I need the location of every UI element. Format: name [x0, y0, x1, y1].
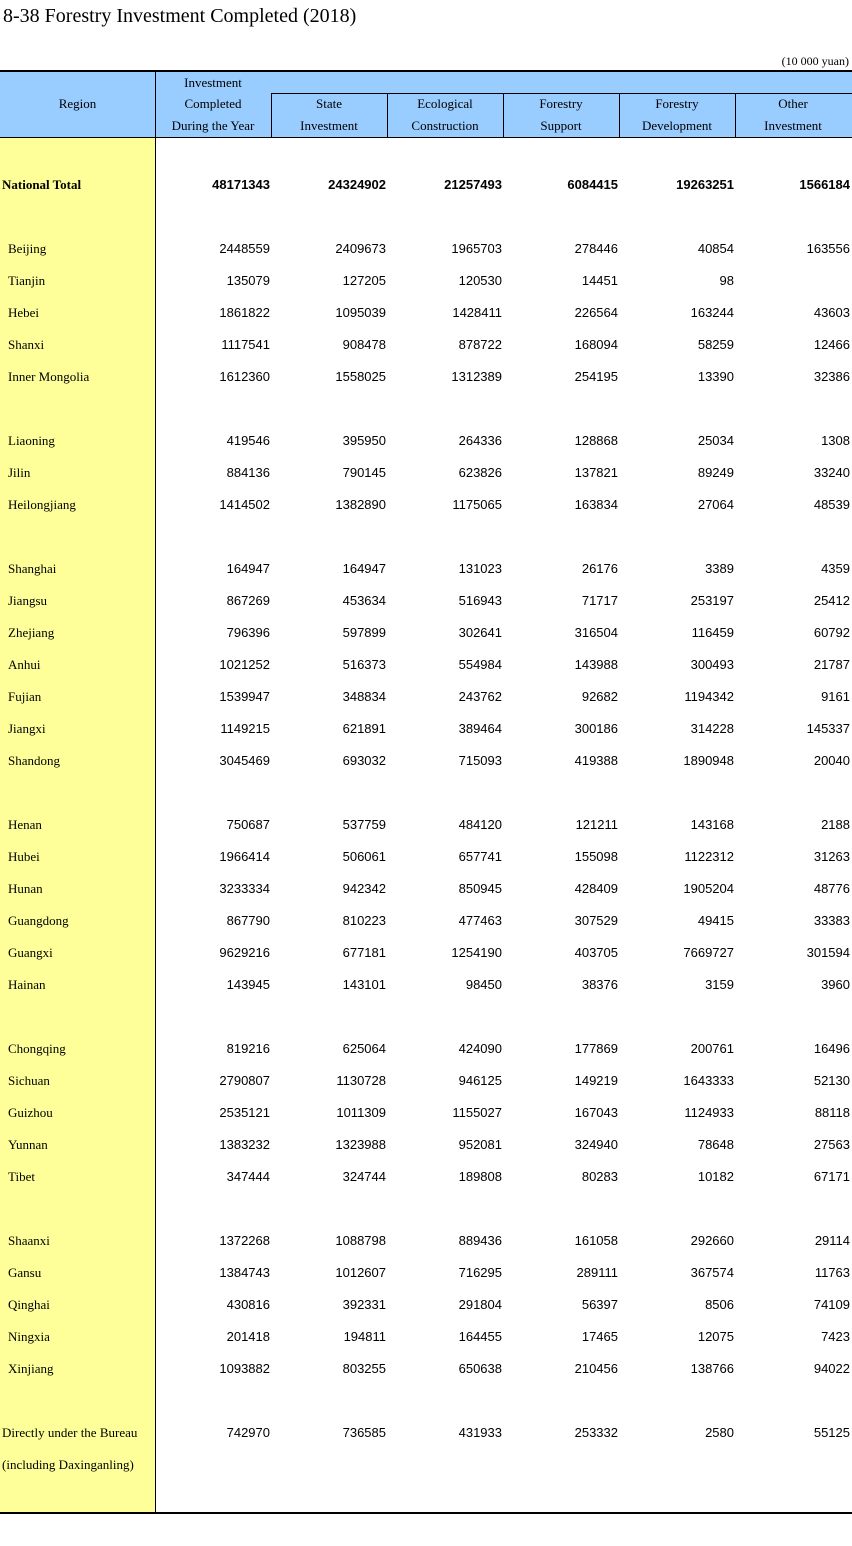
table-row — [0, 1102, 852, 1124]
cell-support: 149219 — [574, 1073, 618, 1088]
cell-support: 253332 — [574, 1425, 618, 1440]
region-name: Anhui — [8, 657, 41, 672]
cell-other: 12466 — [813, 337, 850, 352]
cell-eco: 716295 — [458, 1265, 502, 1280]
cell-total: 1021252 — [219, 657, 270, 672]
cell-other: 43603 — [813, 305, 850, 320]
region-name: Tianjin — [8, 273, 46, 288]
cell-dev: 7669727 — [683, 945, 734, 960]
cell-eco: 952081 — [458, 1137, 502, 1152]
region-name: Xinjiang — [8, 1361, 54, 1376]
cell-eco: 243762 — [458, 689, 502, 704]
cell-dev: 12075 — [697, 1329, 734, 1344]
cell-support: 121211 — [575, 817, 618, 832]
bottom-rule — [0, 1512, 852, 1514]
cell-support: 56397 — [581, 1297, 618, 1312]
cell-state: 621891 — [342, 721, 386, 736]
region-name: Ningxia — [8, 1329, 50, 1344]
cell-other: 3960 — [821, 977, 850, 992]
table-row — [0, 590, 852, 612]
region-name: Guizhou — [8, 1105, 53, 1120]
cell-eco: 131023 — [458, 561, 502, 576]
cell-eco: 554984 — [458, 657, 502, 672]
cell-support: 226564 — [574, 305, 618, 320]
cell-dev: 89249 — [697, 465, 734, 480]
table-row — [0, 1358, 852, 1380]
cell-support: 307529 — [574, 913, 618, 928]
cell-total: 1966414 — [219, 849, 270, 864]
table-row — [0, 430, 852, 452]
cell-other: 163556 — [806, 241, 850, 256]
cell-other: 29114 — [814, 1233, 850, 1248]
cell-other: 1566184 — [799, 177, 850, 192]
cell-support: 289111 — [576, 1265, 618, 1280]
cell-eco: 477463 — [458, 913, 502, 928]
cell-state: 2409673 — [335, 241, 386, 256]
bureau-row — [0, 1422, 852, 1444]
header-support-line2: Support — [540, 118, 582, 133]
cell-state: 790145 — [342, 465, 386, 480]
cell-state: 908478 — [342, 337, 386, 352]
cell-total: 742970 — [226, 1425, 270, 1440]
table-row — [0, 686, 852, 708]
header-total-line2: Completed — [184, 96, 242, 111]
cell-eco: 164455 — [458, 1329, 502, 1344]
cell-total: 1149215 — [220, 721, 270, 736]
cell-state: 597899 — [342, 625, 386, 640]
cell-eco: 1428411 — [452, 305, 502, 320]
cell-support: 300186 — [574, 721, 618, 736]
cell-dev: 367574 — [690, 1265, 734, 1280]
cell-dev: 292660 — [690, 1233, 734, 1248]
region-name: Hainan — [8, 977, 46, 992]
table-row — [0, 878, 852, 900]
cell-support: 71717 — [581, 593, 618, 608]
region-name: Zhejiang — [8, 625, 55, 640]
cell-state: 625064 — [342, 1041, 386, 1056]
cell-support: 163834 — [574, 497, 618, 512]
cell-dev: 13390 — [697, 369, 734, 384]
cell-other: 7423 — [821, 1329, 850, 1344]
region-name: Heilongjiang — [8, 497, 76, 512]
cell-support: 155098 — [574, 849, 618, 864]
cell-eco: 657741 — [458, 849, 502, 864]
cell-dev: 1643333 — [683, 1073, 734, 1088]
cell-other: 88118 — [814, 1105, 850, 1120]
cell-other: 31263 — [813, 849, 850, 864]
cell-support: 143988 — [574, 657, 618, 672]
cell-dev: 1194342 — [684, 689, 734, 704]
cell-eco: 98450 — [465, 977, 502, 992]
cell-eco: 291804 — [458, 1297, 502, 1312]
cell-eco: 389464 — [458, 721, 502, 736]
table-row — [0, 1262, 852, 1284]
cell-other: 33383 — [813, 913, 850, 928]
cell-other: 27563 — [813, 1137, 850, 1152]
cell-other: 33240 — [813, 465, 850, 480]
cell-total: 884136 — [226, 465, 270, 480]
cell-total: 2790807 — [219, 1073, 270, 1088]
region-name: Fujian — [8, 689, 42, 704]
cell-dev: 314228 — [690, 721, 734, 736]
cell-other: 48776 — [813, 881, 850, 896]
cell-eco: 878722 — [458, 337, 502, 352]
cell-total: 796396 — [226, 625, 270, 640]
cell-state: 127205 — [342, 273, 386, 288]
table-row — [0, 750, 852, 772]
table-row — [0, 302, 852, 324]
region-name: Chongqing — [8, 1041, 66, 1056]
header-state-line2: Investment — [300, 118, 358, 133]
cell-total: 164947 — [226, 561, 270, 576]
cell-support: 6084415 — [567, 177, 618, 192]
region-name: Sichuan — [8, 1073, 50, 1088]
table-row — [0, 1038, 852, 1060]
cell-state: 1095039 — [335, 305, 386, 320]
table-row — [0, 814, 852, 836]
cell-dev: 27064 — [697, 497, 734, 512]
header-total-line3: During the Year — [171, 118, 255, 133]
table-row — [0, 910, 852, 932]
cell-other: 2188 — [821, 817, 850, 832]
cell-eco: 850945 — [458, 881, 502, 896]
cell-other: 48539 — [813, 497, 850, 512]
region-name: Qinghai — [8, 1297, 50, 1312]
cell-other: 9161 — [821, 689, 850, 704]
cell-dev: 143168 — [690, 817, 734, 832]
table-row — [0, 494, 852, 516]
cell-eco: 302641 — [458, 625, 502, 640]
cell-state: 1382890 — [335, 497, 386, 512]
cell-dev: 1122312 — [684, 849, 734, 864]
header-bottom-rule — [0, 137, 852, 138]
header-dev-line1: Forestry — [655, 96, 699, 111]
cell-state: 194811 — [343, 1329, 386, 1344]
cell-dev: 3389 — [705, 561, 734, 576]
table-row — [0, 1294, 852, 1316]
cell-other: 1308 — [821, 433, 850, 448]
header-eco-line1: Ecological — [417, 96, 473, 111]
region-name: Jiangsu — [8, 593, 47, 608]
cell-state: 24324902 — [328, 177, 386, 192]
region-name: Shandong — [8, 753, 60, 768]
table-row — [0, 1166, 852, 1188]
region-name: Jilin — [8, 465, 31, 480]
table-row — [0, 654, 852, 676]
cell-eco: 21257493 — [444, 177, 502, 192]
cell-state: 677181 — [342, 945, 386, 960]
cell-other: 25412 — [813, 593, 850, 608]
region-name: Inner Mongolia — [8, 369, 90, 384]
cell-eco: 424090 — [458, 1041, 502, 1056]
cell-dev: 163244 — [690, 305, 734, 320]
header-dev-line2: Development — [641, 118, 713, 133]
cell-total: 1861822 — [219, 305, 270, 320]
cell-dev: 98 — [719, 273, 734, 288]
cell-dev: 40854 — [697, 241, 734, 256]
cell-eco: 650638 — [458, 1361, 502, 1376]
cell-total: 867269 — [226, 593, 270, 608]
table-row — [0, 462, 852, 484]
cell-total: 1117541 — [221, 337, 270, 352]
cell-total: 1539947 — [219, 689, 270, 704]
cell-other: 301594 — [806, 945, 850, 960]
cell-other: 55125 — [813, 1425, 850, 1440]
cell-support: 137821 — [574, 465, 618, 480]
cell-other: 20040 — [813, 753, 850, 768]
top-rule — [0, 70, 852, 72]
cell-state: 164947 — [342, 561, 386, 576]
cell-eco: 1312389 — [451, 369, 502, 384]
cell-eco: 623826 — [458, 465, 502, 480]
cell-support: 80283 — [581, 1169, 618, 1184]
cell-state: 516373 — [342, 657, 386, 672]
region-name: Shanxi — [8, 337, 45, 352]
cell-dev: 200761 — [690, 1041, 734, 1056]
cell-total: 1414502 — [219, 497, 270, 512]
cell-state: 942342 — [342, 881, 386, 896]
region-name: Guangxi — [8, 945, 53, 960]
region-name: Beijing — [8, 241, 47, 256]
cell-total: 1372268 — [219, 1233, 270, 1248]
table-row — [0, 238, 852, 260]
cell-support: 177869 — [574, 1041, 618, 1056]
cell-other: 94022 — [813, 1361, 850, 1376]
cell-total: 3045469 — [219, 753, 270, 768]
header-other-line2: Investment — [764, 118, 822, 133]
cell-total: 1612360 — [219, 369, 270, 384]
cell-state: 1130728 — [336, 1073, 386, 1088]
unit-note: (10 000 yuan) — [781, 54, 849, 68]
cell-other: 60792 — [813, 625, 850, 640]
cell-dev: 116459 — [691, 625, 734, 640]
cell-total: 819216 — [226, 1041, 270, 1056]
cell-other: 21787 — [813, 657, 850, 672]
total-row — [0, 174, 852, 196]
cell-other: 32386 — [813, 369, 850, 384]
cell-state: 1088798 — [335, 1233, 386, 1248]
cell-eco: 189808 — [458, 1169, 502, 1184]
cell-dev: 300493 — [690, 657, 734, 672]
cell-eco: 431933 — [458, 1425, 502, 1440]
cell-other: 16496 — [813, 1041, 850, 1056]
cell-total: 48171343 — [212, 177, 270, 192]
cell-dev: 49415 — [697, 913, 734, 928]
cell-dev: 10182 — [697, 1169, 734, 1184]
cell-dev: 19263251 — [676, 177, 734, 192]
cell-state: 324744 — [342, 1169, 386, 1184]
cell-eco: 1155027 — [452, 1105, 502, 1120]
cell-eco: 1175065 — [452, 497, 502, 512]
cell-other: 4359 — [821, 561, 850, 576]
cell-state: 810223 — [342, 913, 386, 928]
cell-total: 347444 — [226, 1169, 270, 1184]
cell-other: 11763 — [814, 1265, 850, 1280]
cell-dev: 78648 — [697, 1137, 734, 1152]
cell-state: 395950 — [342, 433, 386, 448]
cell-total: 1093882 — [219, 1361, 270, 1376]
cell-support: 26176 — [581, 561, 618, 576]
region-name: Tibet — [8, 1169, 35, 1184]
region-name: Yunnan — [8, 1137, 48, 1152]
cell-dev: 253197 — [690, 593, 734, 608]
region-name: Shaanxi — [8, 1233, 50, 1248]
cell-support: 128868 — [574, 433, 618, 448]
cell-dev: 1890948 — [683, 753, 734, 768]
table-row — [0, 270, 852, 292]
region-name: Gansu — [8, 1265, 42, 1280]
cell-support: 168094 — [574, 337, 618, 352]
cell-other: 74109 — [813, 1297, 850, 1312]
bureau-subtitle: (including Daxinganling) — [2, 1457, 134, 1472]
cell-eco: 264336 — [458, 433, 502, 448]
region-name: Hubei — [8, 849, 40, 864]
cell-support: 38376 — [581, 977, 618, 992]
table-row — [0, 1326, 852, 1348]
cell-state: 736585 — [342, 1425, 386, 1440]
cell-support: 17465 — [581, 1329, 618, 1344]
table-row — [0, 1070, 852, 1092]
cell-eco: 516943 — [458, 593, 502, 608]
cell-other: 145337 — [806, 721, 850, 736]
table-row — [0, 1134, 852, 1156]
table-row — [0, 718, 852, 740]
region-name: Shanghai — [8, 561, 57, 576]
cell-state: 1012607 — [335, 1265, 386, 1280]
cell-total: 430816 — [226, 1297, 270, 1312]
region-name: Jiangxi — [8, 721, 46, 736]
cell-state: 1323988 — [335, 1137, 386, 1152]
region-name: Directly under the Bureau — [2, 1425, 138, 1440]
cell-state: 1558025 — [335, 369, 386, 384]
cell-dev: 58259 — [697, 337, 734, 352]
cell-support: 161058 — [574, 1233, 618, 1248]
cell-dev: 8506 — [705, 1297, 734, 1312]
cell-state: 392331 — [342, 1297, 386, 1312]
table-row — [0, 974, 852, 996]
cell-dev: 138766 — [690, 1361, 734, 1376]
cell-eco: 946125 — [458, 1073, 502, 1088]
cell-state: 693032 — [342, 753, 386, 768]
cell-total: 419546 — [226, 433, 270, 448]
header-total-line1: Investment — [184, 75, 242, 90]
cell-state: 506061 — [342, 849, 386, 864]
header-state-line1: State — [316, 96, 342, 111]
cell-support: 14451 — [581, 273, 618, 288]
header-other-line1: Other — [778, 96, 808, 111]
table-row — [0, 1230, 852, 1252]
cell-support: 278446 — [574, 241, 618, 256]
table-row — [0, 558, 852, 580]
cell-dev: 3159 — [705, 977, 734, 992]
region-name: National Total — [2, 177, 82, 192]
region-name: Hunan — [8, 881, 43, 896]
cell-support: 428409 — [574, 881, 618, 896]
cell-dev: 1124933 — [684, 1105, 734, 1120]
cell-support: 403705 — [574, 945, 618, 960]
cell-total: 1384743 — [219, 1265, 270, 1280]
cell-other: 67171 — [813, 1169, 850, 1184]
table-row — [0, 334, 852, 356]
region-name: Hebei — [8, 305, 40, 320]
cell-total: 143945 — [226, 977, 270, 992]
region-name: Guangdong — [8, 913, 69, 928]
header-eco-line2: Construction — [411, 118, 479, 133]
cell-total: 867790 — [226, 913, 270, 928]
cell-support: 92682 — [581, 689, 618, 704]
cell-eco: 120530 — [458, 273, 502, 288]
table-row — [0, 846, 852, 868]
cell-eco: 1254190 — [451, 945, 502, 960]
cell-total: 135079 — [226, 273, 270, 288]
cell-support: 324940 — [574, 1137, 618, 1152]
cell-state: 1011309 — [336, 1105, 386, 1120]
cell-dev: 2580 — [705, 1425, 734, 1440]
table-row — [0, 942, 852, 964]
cell-total: 9629216 — [219, 945, 270, 960]
region-name: Liaoning — [8, 433, 55, 448]
cell-other: 52130 — [813, 1073, 850, 1088]
cell-state: 537759 — [342, 817, 386, 832]
cell-total: 2535121 — [219, 1105, 270, 1120]
cell-total: 201418 — [226, 1329, 270, 1344]
table-row — [0, 622, 852, 644]
cell-eco: 715093 — [458, 753, 502, 768]
cell-eco: 484120 — [458, 817, 502, 832]
cell-total: 3233334 — [219, 881, 270, 896]
cell-state: 143101 — [342, 977, 386, 992]
region-name: Henan — [8, 817, 42, 832]
page-title: 8-38 Forestry Investment Completed (2018) — [3, 5, 357, 27]
cell-support: 316504 — [574, 625, 618, 640]
cell-state: 348834 — [342, 689, 386, 704]
cell-total: 2448559 — [219, 241, 270, 256]
header-region: Region — [58, 96, 97, 111]
cell-state: 803255 — [342, 1361, 386, 1376]
cell-eco: 889436 — [458, 1233, 502, 1248]
cell-state: 453634 — [342, 593, 386, 608]
cell-support: 254195 — [574, 369, 618, 384]
cell-support: 167043 — [574, 1105, 618, 1120]
cell-dev: 25034 — [697, 433, 734, 448]
cell-total: 750687 — [226, 817, 270, 832]
cell-total: 1383232 — [219, 1137, 270, 1152]
cell-support: 419388 — [574, 753, 618, 768]
header-support-line1: Forestry — [539, 96, 583, 111]
cell-support: 210456 — [574, 1361, 618, 1376]
cell-dev: 1905204 — [683, 881, 734, 896]
cell-eco: 1965703 — [451, 241, 502, 256]
table-row — [0, 366, 852, 388]
